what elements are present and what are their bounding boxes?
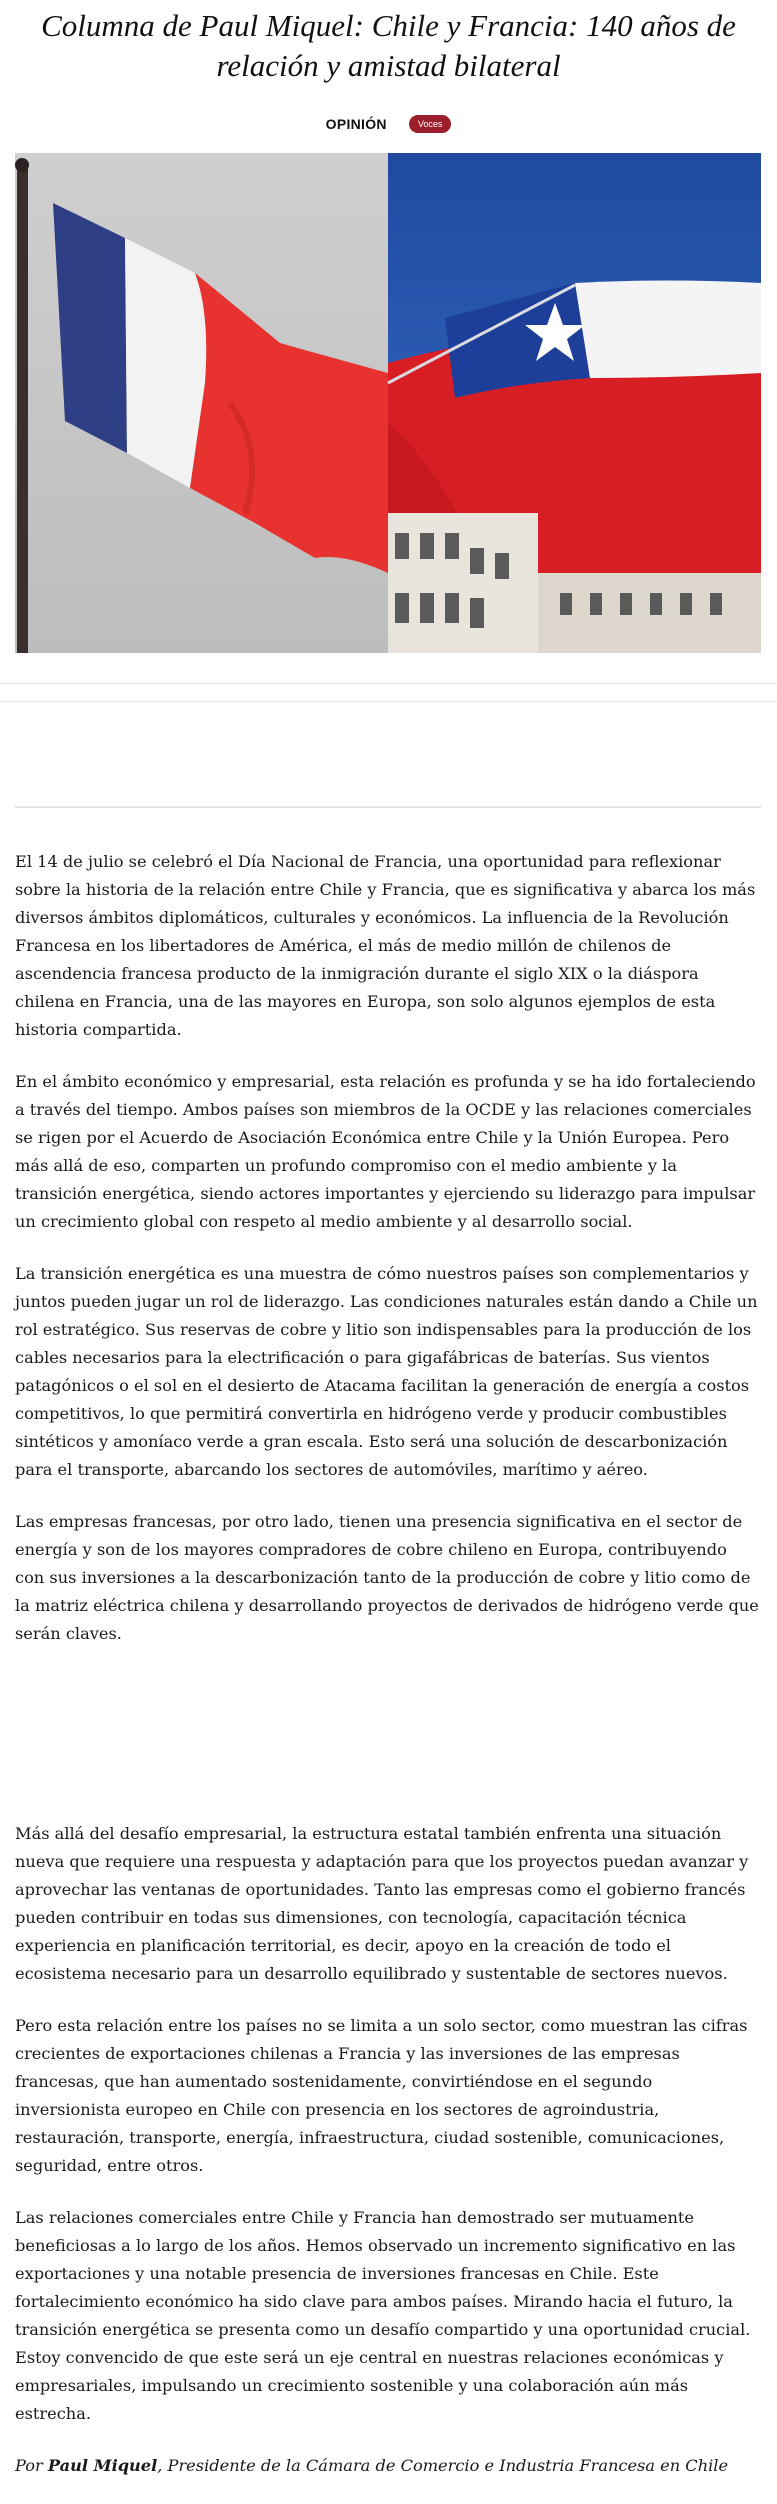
hero-image [15, 153, 761, 653]
article-body-part-1 [15, 848, 761, 1672]
article-title: Columna de Paul Miquel: Chile y Francia: 140 años de relación y amistad bilateral [41, 8, 736, 83]
author-role: , Presidente de la Cámara de Comercio e Industria Francesa en Chile [157, 2456, 729, 2475]
divider [15, 806, 761, 808]
article-body-part-2 [15, 1820, 761, 2504]
paragraph: La transición energética es una muestra de cómo nuestros países son complementarios y juntos pueden jugar un rol de liderazgo. Las condiciones naturales están dando a Chile un rol estratégico. Sus reservas de cobre y litio son indispensables para la producción de los cables necesarios para la electrificación o para gigafábricas de baterías. Sus vientos patagónicos o el sol en el desierto de Atacama facilitan la generación de energía a costos competitivos, lo que permitirá convertirla en hidrógeno verde y producir combustibles sintéticos y amoníaco verde a gran escala. Esto será una solución de descarbonización para el transporte, abarcando los sectores de automóviles, marítimo y aéreo. [15, 1264, 758, 1479]
article-meta [0, 112, 777, 136]
paragraph: En el ámbito económico y empresarial, esta relación es profunda y se ha ido fortaleciendo a través del tiempo. Ambos países son miembros de la OCDE y las relaciones comerciales se rigen por el Acuerdo de Asociación Económica entre Chile y la Unión Europea. Pero más allá de eso, comparten un profundo compromiso con el medio ambiente y la transición energética, siendo actores importantes y ejerciendo su liderazgo para impulsar un crecimiento global con respeto al medio ambiente y al desarrollo social. [15, 1072, 756, 1231]
section-label[interactable]: OPINIÓN [325, 116, 387, 132]
paragraph: Pero esta relación entre los países no se limita a un solo sector, como muestran las cifras crecientes de exportaciones chilenas a Francia y las inversiones de las empresas francesas, que han aumentado sostenidamente, convirtiéndose en el segundo inversionista europeo en Chile con presencia en los sectores de agroindustria, restauración, transporte, energía, infraestructura, ciudad sostenible, comunicaciones, seguridad, entre otros. [15, 2016, 748, 2175]
paragraph: Las empresas francesas, por otro lado, tienen una presencia significativa en el sector de energía y son de los mayores compradores de cobre chileno en Europa, contribuyendo con sus inversiones a la descarbonización tanto de la producción de cobre y litio como de la matriz eléctrica chilena y desarrollando proyectos de derivados de hidrógeno verde que serán claves. [15, 1512, 759, 1643]
byline-prefix: Por [15, 2456, 48, 2475]
paragraph: Más allá del desafío empresarial, la estructura estatal también enfrenta una situación nueva que requiere una respuesta y adaptación para que los proyectos puedan avanzar y aprovechar las ventanas de oportunidades. Tanto las empresas como el gobierno francés pueden contribuir en todas sus dimensiones, con tecnología, capacitación técnica experiencia en planificación territorial, es decir, apoyo en la creación de todo el ecosistema necesario para un desarrollo equilibrado y sustentable de sectores nuevos. [15, 1824, 749, 1983]
chile-flag-photo [388, 153, 761, 653]
divider [0, 701, 777, 702]
author-byline [15, 2452, 761, 2480]
author-name: Paul Miquel [47, 2456, 158, 2475]
voces-badge[interactable]: Voces [409, 115, 452, 133]
paragraph: Las relaciones comerciales entre Chile y Francia han demostrado ser mutuamente beneficiosas a lo largo de los años. Hemos observado un incremento significativo en las exportaciones y una notable presencia de inversiones francesas en Chile. Este fortalecimiento económico ha sido clave para ambos países. Mirando hacia el futuro, la transición energética se presenta como un desafío compartido y una oportunidad crucial. Estoy convencido de que este será un eje central en nuestras relaciones económicas y empresariales, impulsando un crecimiento sostenible y una colaboración aún más estrecha. [15, 2208, 751, 2423]
paragraph: El 14 de julio se celebró el Día Nacional de Francia, una oportunidad para reflexionar sobre la historia de la relación entre Chile y Francia, que es significativa y abarca los más diversos ámbitos diplomáticos, culturales y económicos. La influencia de la Revolución Francesa en los libertadores de América, el más de medio millón de chilenos de ascendencia francesa producto de la inmigración durante el siglo XIX o la diáspora chilena en Francia, una de las mayores en Europa, son solo algunos ejemplos de esta historia compartida. [15, 852, 756, 1039]
france-flag-photo [15, 153, 388, 653]
divider [0, 683, 777, 684]
